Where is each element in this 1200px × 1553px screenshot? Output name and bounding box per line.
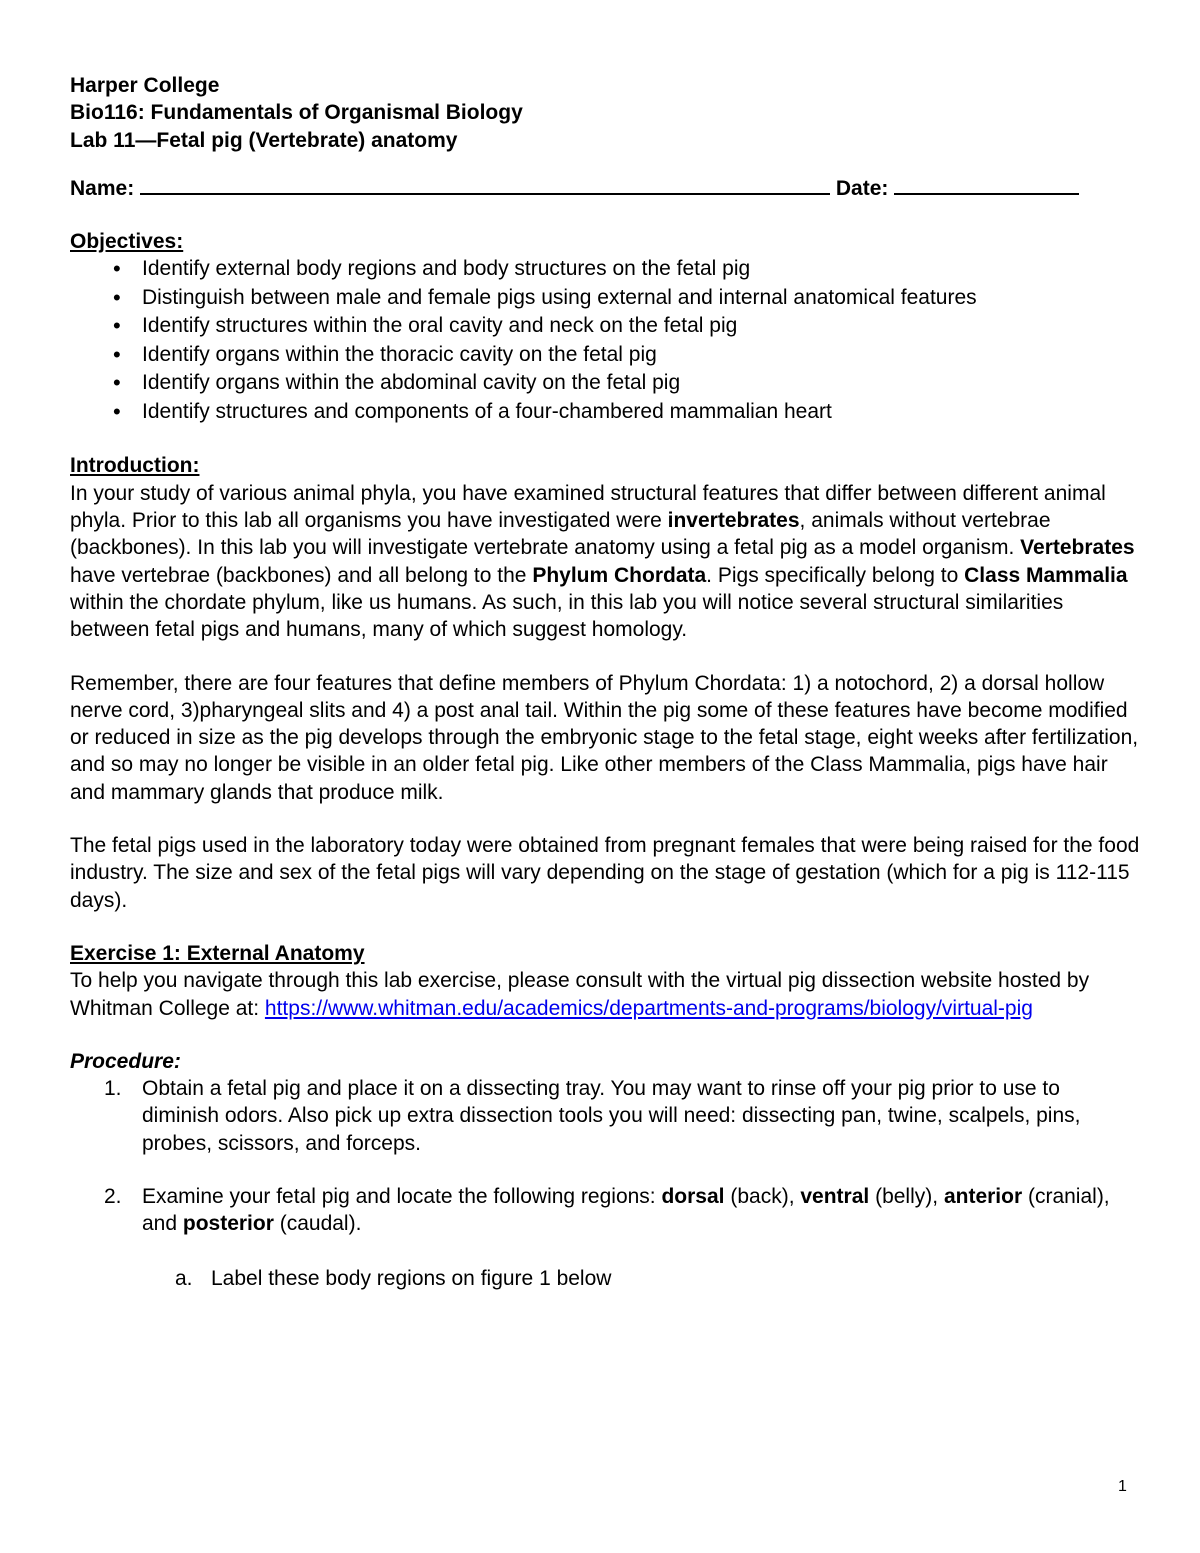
list-item: • Distinguish between male and female pigs using external and internal anatomical features [70, 284, 1140, 313]
introduction-section [70, 452, 1140, 913]
name-label: Name: [70, 176, 135, 200]
procedure-step-1 [70, 1075, 1140, 1157]
text-run: Examine your fetal pig and locate the following regions: [142, 1185, 662, 1209]
name-date-line [70, 173, 1140, 202]
step-text: Obtain a fetal pig and place it on a dissecting tray. You may want to rinse off your pig prior to use to diminish odors. Also pick up extra dissection tools you will need: dissecting pan, twine, scalpels, pins, probes, scissors, and forceps. [142, 1077, 1081, 1155]
list-item: • Identify structures and components of a four-chambered mammalian heart [70, 398, 1140, 427]
date-field[interactable] [894, 173, 1079, 195]
virtual-pig-link[interactable]: https://www.whitman.edu/academics/departments-and-programs/biology/virtual-pig [264, 996, 1033, 1020]
text-run: , animals without vertebrae (backbones). In this lab you will investigate vertebrate anatomy using a fetal pig as a model organism. [70, 509, 1051, 560]
text-run: In your study of various animal phyla, you have examined structural features that differ between different animal phyla. Prior to this lab all organisms you have investigated were [70, 481, 1106, 533]
name-field[interactable] [140, 173, 830, 195]
list-item: • Identify structures within the oral cavity and neck on the fetal pig [70, 312, 1140, 341]
list-item: • Identify organs within the thoracic cavity on the fetal pig [70, 341, 1140, 370]
term-class-mammalia: Class Mammalia [964, 563, 1128, 587]
text-run: have vertebrae (backbones) and all belong to the [70, 563, 533, 587]
exercise-1-title: Exercise 1: External Anatomy [70, 941, 365, 965]
intro-paragraph-2: Remember, there are four features that define members of Phylum Chordata: 1) a notochord, 2) a dorsal hollow nerve cord, 3)pharyngeal slits and 4) a post anal tail. Within the pig some of these features have become modified or reduced in size as the pig develops through the embryonic stage to the fetal stage, eight weeks after fertilization, and so may no longer be visible in an older fetal pig. Like other members of the Class Mammalia, pigs have hair and mammary glands that produce milk. [70, 671, 1139, 804]
intro-paragraph-1 [70, 480, 1140, 644]
list-item: • Identify organs within the abdominal cavity on the fetal pig [70, 369, 1140, 398]
objectives-title: Objectives: [70, 230, 184, 254]
college-name: Harper College [70, 74, 220, 97]
list-item: • Identify external body regions and body structures on the fetal pig [70, 255, 1140, 284]
objectives-section [70, 228, 1140, 426]
step-number: 2. [104, 1185, 122, 1209]
procedure-substep-a [70, 1265, 1140, 1292]
term-ventral: ventral [800, 1185, 870, 1209]
introduction-title: Introduction: [70, 454, 200, 478]
step-number: 1. [104, 1077, 122, 1101]
course-title: Bio116: Fundamentals of Organismal Biology [70, 101, 523, 125]
term-invertebrates: invertebrates [667, 509, 800, 533]
objectives-list [70, 255, 1140, 426]
term-anterior: anterior [943, 1185, 1023, 1209]
text-run: To help you navigate through this lab exercise, please consult with the virtual pig dissection website hosted by Whitman College at: [70, 969, 1090, 1020]
text-run: within the chordate phylum, like us humans. As such, in this lab you will notice several structural similarities between fetal pigs and humans, many of which suggest homology. [70, 590, 1064, 642]
text-run: (back), [724, 1185, 801, 1209]
substep-letter: a. [175, 1266, 193, 1290]
procedure-steps [70, 1075, 1140, 1237]
exercise-1-section [70, 940, 1140, 1022]
procedure-title: Procedure: [70, 1049, 181, 1073]
term-dorsal: dorsal [661, 1185, 725, 1209]
document-page [70, 72, 1140, 1292]
intro-paragraph-3: The fetal pigs used in the laboratory today were obtained from pregnant females that were being raised for the food industry. The size and sex of the fetal pigs will vary depending on the stage of gestation (which for a pig is 112-115 days). [70, 834, 1140, 912]
term-posterior: posterior [182, 1212, 274, 1236]
text-run: . Pigs specifically belong to [706, 563, 965, 587]
term-vertebrates: Vertebrates [1020, 536, 1135, 560]
substep-text: Label these body regions on figure 1 below [211, 1266, 612, 1290]
exercise-1-intro [70, 967, 1140, 1022]
text-run: (belly), [869, 1185, 944, 1209]
text-run: (caudal). [273, 1212, 362, 1236]
text-run: (cranial), and [142, 1185, 1110, 1236]
date-label: Date: [835, 176, 889, 200]
procedure-step-2 [70, 1183, 1140, 1238]
lab-title: Lab 11—Fetal pig (Vertebrate) anatomy [70, 128, 458, 152]
term-phylum-chordata: Phylum Chordata [532, 563, 707, 587]
page-number: 1 [1118, 1478, 1127, 1495]
procedure-section [70, 1048, 1140, 1292]
